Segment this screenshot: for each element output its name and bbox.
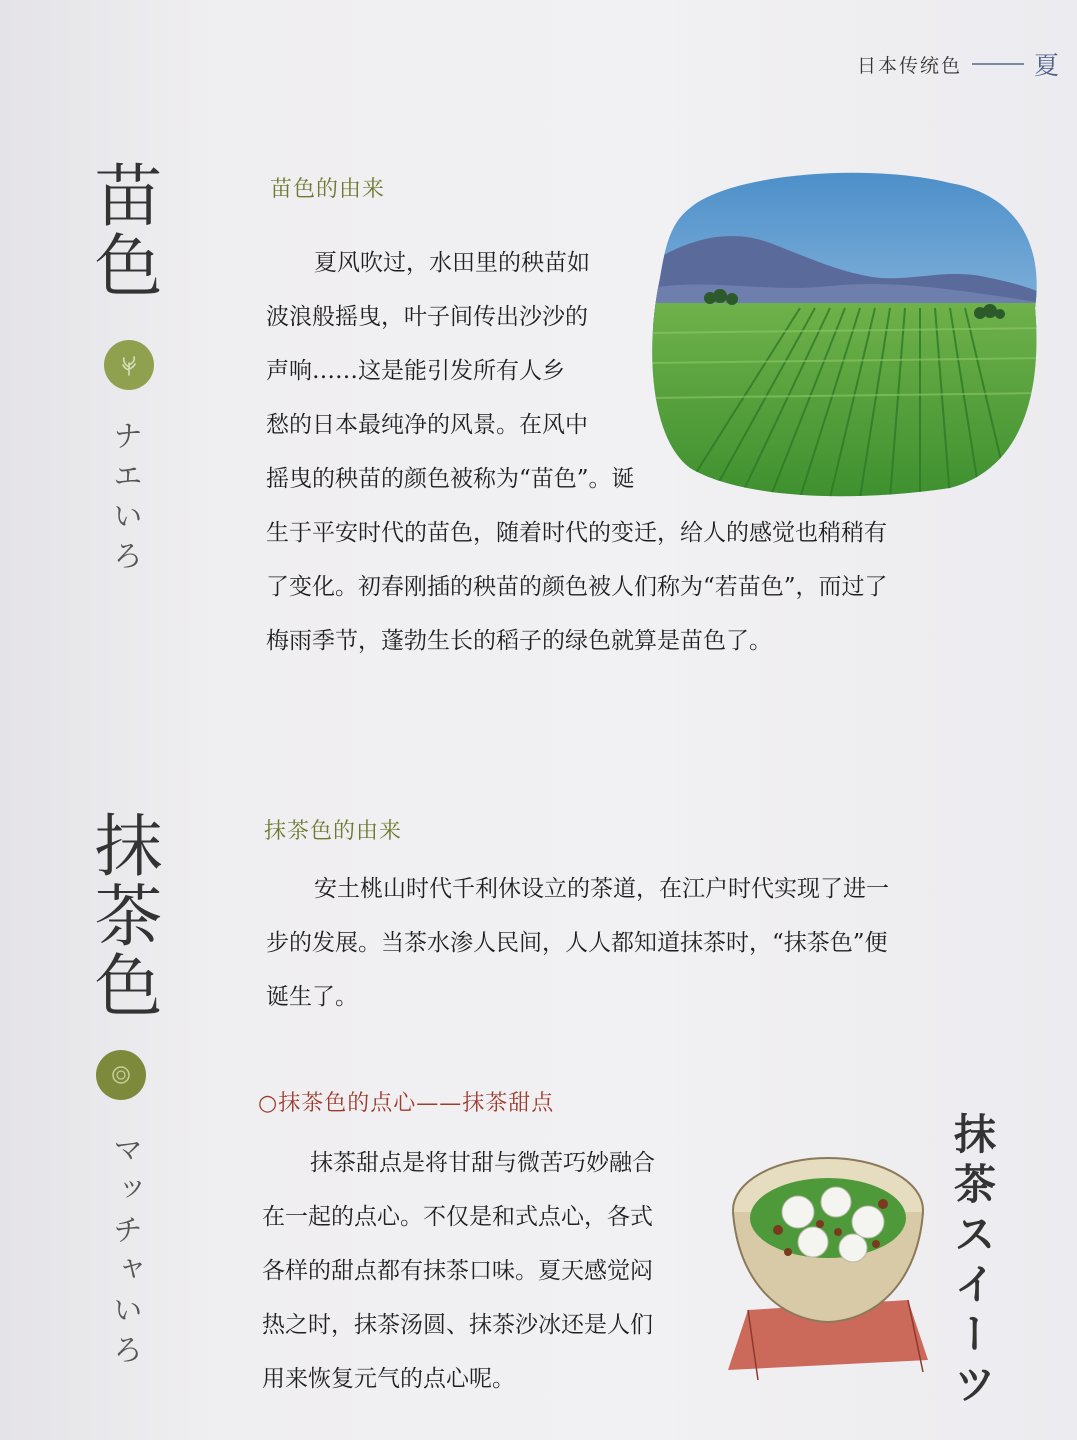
color-swatch-matchairo [96, 1050, 146, 1100]
sub-paragraph-matcha-sweets [262, 1136, 655, 1406]
color-swatch-naeiro [104, 340, 154, 390]
kana-reading-matchairo: マッチャいろ [107, 1134, 142, 1374]
subheading-matcha-sweets: ○抹茶色的点心——抹茶甜点 [258, 1091, 555, 1116]
paragraph-line: 摇曳的秧苗的颜色被称为“苗色”。诞 [266, 466, 635, 492]
section-title-naeiro: 苗色 [83, 160, 162, 300]
paragraph-line: 声响……这是能引发所有人乡 [266, 358, 565, 384]
section-title-matchairo: 抹茶色 [83, 810, 162, 1020]
paragraph-line: 愁的日本最纯净的风景。在风中 [266, 412, 588, 438]
paragraph-line: 在一起的点心。不仅是和式点心，各式 [262, 1204, 653, 1230]
running-head [857, 46, 1061, 82]
section-heading-naeiro: 苗色的由来 [270, 177, 386, 202]
paragraph-line: 安土桃山时代千利休设立的茶道，在江户时代实现了进一 [314, 876, 889, 902]
running-head-text: 日本传统色 [856, 54, 962, 77]
paragraph-line: 生于平安时代的苗色，随着时代的变迁，给人的感觉也稍稍有 [266, 520, 887, 546]
matcha-bowl-illustration [718, 1140, 938, 1380]
paragraph-line: 了变化。初春刚插的秧苗的颜色被人们称为“若苗色”，而过了 [266, 574, 888, 600]
rice-field-illustration [650, 168, 1042, 498]
paragraph-line: 热之时，抹茶汤圆、抹茶沙冰还是人们 [262, 1312, 653, 1338]
kana-reading-naeiro: ナエいろ [107, 420, 142, 580]
section-heading-matchairo: 抹茶色的由来 [264, 819, 403, 844]
sprout-icon [117, 353, 141, 377]
illustration-caption-matcha-sweets: 抹茶スイーツ [948, 1112, 997, 1412]
paragraph-line: 诞生了。 [266, 984, 358, 1010]
running-head-season: 夏 [1033, 51, 1061, 80]
paragraph-line: 夏风吹过，水田里的秧苗如 [314, 250, 590, 276]
paragraph-line: 波浪般摇曳，叶子间传出沙沙的 [266, 304, 588, 330]
paragraph-line: 抹茶甜点是将甘甜与微苦巧妙融合 [310, 1150, 655, 1176]
paragraph-line: 用来恢复元气的点心呢。 [262, 1366, 515, 1392]
section-paragraph-matchairo [266, 862, 889, 1024]
paragraph-line: 各样的甜点都有抹茶口味。夏天感觉闷 [262, 1258, 653, 1284]
paragraph-line: 梅雨季节，蓬勃生长的稻子的绿色就算是苗色了。 [266, 628, 772, 654]
running-head-dash [972, 63, 1024, 65]
matcha-whisk-icon [109, 1063, 133, 1087]
paragraph-line: 步的发展。当茶水渗人民间，人人都知道抹茶时，“抹茶色”便 [266, 930, 888, 956]
